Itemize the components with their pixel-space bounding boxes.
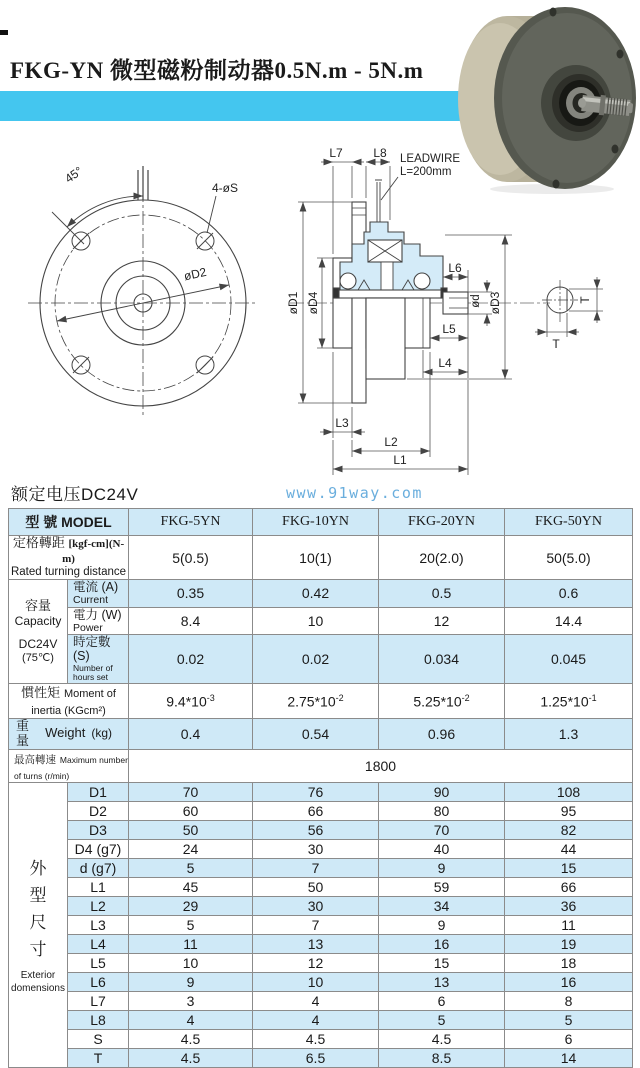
dim-value: 56 [253, 820, 379, 839]
dim-d4-label: øD4 [306, 291, 320, 315]
dim-value: 66 [505, 877, 633, 896]
technical-drawing [0, 140, 640, 490]
current-value: 0.35 [129, 580, 253, 607]
dim-value: 44 [505, 839, 633, 858]
max-speed-label: 最高轉速 Maximum number of turns (r/min) [9, 749, 129, 782]
dim-row [9, 1048, 633, 1067]
dim-name: L7 [68, 991, 129, 1010]
dim-row [9, 934, 633, 953]
rated-torque-value: 10(1) [253, 536, 379, 580]
rated-torque-value: 20(2.0) [379, 536, 505, 580]
dim-l7-label: L7 [329, 146, 343, 160]
time-constant-label: 時定數 (S) Number of hours set [68, 634, 129, 683]
dim-value: 9 [129, 972, 253, 991]
dim-name: L1 [68, 877, 129, 896]
dim-value: 95 [505, 801, 633, 820]
dim-name: T [68, 1048, 129, 1067]
weight-value: 0.54 [253, 718, 379, 749]
dim-name: D4 (g7) [68, 839, 129, 858]
dim-l3-label: L3 [335, 416, 349, 430]
dim-value: 8.5 [379, 1048, 505, 1067]
dim-value: 14 [505, 1048, 633, 1067]
dim-value: 59 [379, 877, 505, 896]
dim-d3-label: øD3 [488, 291, 502, 315]
dim-d1-label: øD1 [286, 291, 300, 315]
shaft-detail [535, 277, 603, 337]
dim-value: 50 [129, 820, 253, 839]
dim-value: 34 [379, 896, 505, 915]
dim-value: 5 [379, 1010, 505, 1029]
model-header-cell: 型 號 MODEL [9, 509, 129, 536]
dim-value: 7 [253, 858, 379, 877]
time-constant-row [9, 634, 633, 683]
exterior-dimensions-group: 外型尺寸 Exterior domensions [9, 782, 68, 1067]
power-value: 12 [379, 607, 505, 634]
power-value: 14.4 [505, 607, 633, 634]
dim-value: 13 [253, 934, 379, 953]
dim-name: L8 [68, 1010, 129, 1029]
front-d2-label: øD2 [182, 264, 208, 284]
side-view [290, 177, 550, 403]
time-constant-value: 0.02 [129, 634, 253, 683]
dim-row [9, 801, 633, 820]
dim-name: L2 [68, 896, 129, 915]
weight-value: 0.4 [129, 718, 253, 749]
max-speed-value: 1800 [129, 749, 633, 782]
inertia-value: $5.25*10^{-2}$ [379, 684, 505, 719]
dim-value: 70 [379, 820, 505, 839]
dim-value: 90 [379, 782, 505, 801]
dim-name: D1 [68, 782, 129, 801]
inertia-value: $2.75*10^{-2}$ [253, 684, 379, 719]
rated-torque-row [9, 536, 633, 580]
dim-value: 4.5 [253, 1029, 379, 1048]
dim-value: 45 [129, 877, 253, 896]
watermark: www.91way.com [286, 484, 423, 502]
dim-l1-label: L1 [393, 453, 407, 467]
model-name: FKG-50YN [505, 509, 633, 536]
dim-row [9, 991, 633, 1010]
rated-torque-value: 5(0.5) [129, 536, 253, 580]
dim-value: 8 [505, 991, 633, 1010]
front-angle-label: 45° [62, 163, 86, 186]
front-holes-label: 4-øS [212, 181, 239, 195]
dim-value: 15 [505, 858, 633, 877]
dim-value: 29 [129, 896, 253, 915]
model-name: FKG-20YN [379, 509, 505, 536]
dim-value: 6 [379, 991, 505, 1010]
spec-table [8, 508, 633, 1068]
dim-value: 5 [129, 915, 253, 934]
dim-value: 10 [129, 953, 253, 972]
dim-row [9, 839, 633, 858]
dim-value: 11 [505, 915, 633, 934]
model-name: FKG-5YN [129, 509, 253, 536]
dim-d-label: ød [470, 294, 482, 308]
header-row [9, 509, 633, 536]
dim-value: 13 [379, 972, 505, 991]
dim-value: 66 [253, 801, 379, 820]
dim-l6-label: L6 [448, 261, 462, 275]
dim-value: 30 [253, 896, 379, 915]
current-value: 0.6 [505, 580, 633, 607]
weight-value: 0.96 [379, 718, 505, 749]
dim-value: 4.5 [129, 1029, 253, 1048]
inertia-value: $1.25*10^{-1}$ [505, 684, 633, 719]
dim-value: 80 [379, 801, 505, 820]
leadwire-label-1: LEADWIRE [400, 153, 461, 165]
time-constant-value: 0.045 [505, 634, 633, 683]
weight-label: 重量 Weight (kg) [9, 718, 129, 749]
dim-value: 3 [129, 991, 253, 1010]
dim-value: 16 [505, 972, 633, 991]
page-title: FKG-YN 微型磁粉制动器0.5N.m - 5N.m [10, 58, 424, 83]
dim-row [9, 953, 633, 972]
dim-value: 76 [253, 782, 379, 801]
rated-torque-label: 定格轉距 [kgf-cm](N-m) Rated turning distance [9, 536, 129, 580]
dim-name: L6 [68, 972, 129, 991]
inertia-label: 慣性矩 Moment of inertia (KGcm²) [9, 684, 129, 719]
dim-name: D3 [68, 820, 129, 839]
dim-name: d (g7) [68, 858, 129, 877]
dim-value: 11 [129, 934, 253, 953]
dim-l5-label: L5 [442, 322, 456, 336]
dim-value: 16 [379, 934, 505, 953]
dim-l8-label: L8 [373, 146, 387, 160]
dim-row [9, 877, 633, 896]
detail-t-side-label: T [578, 296, 592, 304]
dim-row [9, 1029, 633, 1048]
dim-value: 9 [379, 858, 505, 877]
time-constant-value: 0.02 [253, 634, 379, 683]
dim-value: 50 [253, 877, 379, 896]
dim-name: L4 [68, 934, 129, 953]
dim-value: 6 [505, 1029, 633, 1048]
inertia-value: $9.4*10^{-3}$ [129, 684, 253, 719]
dim-value: 82 [505, 820, 633, 839]
dim-row [9, 972, 633, 991]
max-speed-row [9, 749, 633, 782]
dim-row [9, 1010, 633, 1029]
rated-torque-value: 50(5.0) [505, 536, 633, 580]
dim-value: 18 [505, 953, 633, 972]
dim-value: 5 [129, 858, 253, 877]
dim-value: 4 [129, 1010, 253, 1029]
dim-value: 4 [253, 1010, 379, 1029]
dim-name: S [68, 1029, 129, 1048]
dim-name: L3 [68, 915, 129, 934]
detail-t-bottom-label: T [552, 337, 560, 351]
dim-l4-label: L4 [438, 356, 452, 370]
dim-value: 10 [253, 972, 379, 991]
rated-voltage-note: 额定电压DC24V [11, 485, 139, 504]
inertia-row [9, 684, 633, 719]
power-label: 電力 (W) Power [68, 607, 129, 634]
current-value: 0.5 [379, 580, 505, 607]
leadwire-label-2: L=200mm [400, 166, 452, 178]
dim-value: 4 [253, 991, 379, 1010]
dim-row [9, 896, 633, 915]
dim-row [9, 915, 633, 934]
dim-value: 4.5 [129, 1048, 253, 1067]
power-row [9, 607, 633, 634]
front-view [28, 163, 258, 418]
power-value: 10 [253, 607, 379, 634]
dim-value: 70 [129, 782, 253, 801]
dim-value: 6.5 [253, 1048, 379, 1067]
capacity-group-label: 容量 Capacity DC24V (75℃) [9, 580, 68, 684]
dim-l2-label: L2 [384, 435, 398, 449]
dim-value: 24 [129, 839, 253, 858]
dim-value: 30 [253, 839, 379, 858]
dim-value: 12 [253, 953, 379, 972]
dim-value: 15 [379, 953, 505, 972]
weight-value: 1.3 [505, 718, 633, 749]
dim-value: 4.5 [379, 1029, 505, 1048]
dim-value: 36 [505, 896, 633, 915]
scan-artifact [0, 30, 8, 35]
dim-row [9, 820, 633, 839]
model-name: FKG-10YN [253, 509, 379, 536]
dim-name: L5 [68, 953, 129, 972]
dim-value: 19 [505, 934, 633, 953]
current-label: 電流 (A) Current [68, 580, 129, 607]
dim-value: 9 [379, 915, 505, 934]
dim-row [9, 782, 633, 801]
dim-value: 60 [129, 801, 253, 820]
leadwire-pins [138, 166, 148, 200]
dim-row [9, 858, 633, 877]
power-value: 8.4 [129, 607, 253, 634]
current-value: 0.42 [253, 580, 379, 607]
dim-value: 7 [253, 915, 379, 934]
leadwire [375, 177, 398, 222]
weight-row [9, 718, 633, 749]
dim-name: D2 [68, 801, 129, 820]
dim-value: 40 [379, 839, 505, 858]
time-constant-value: 0.034 [379, 634, 505, 683]
current-row [9, 580, 633, 607]
dim-value: 108 [505, 782, 633, 801]
dim-value: 5 [505, 1010, 633, 1029]
